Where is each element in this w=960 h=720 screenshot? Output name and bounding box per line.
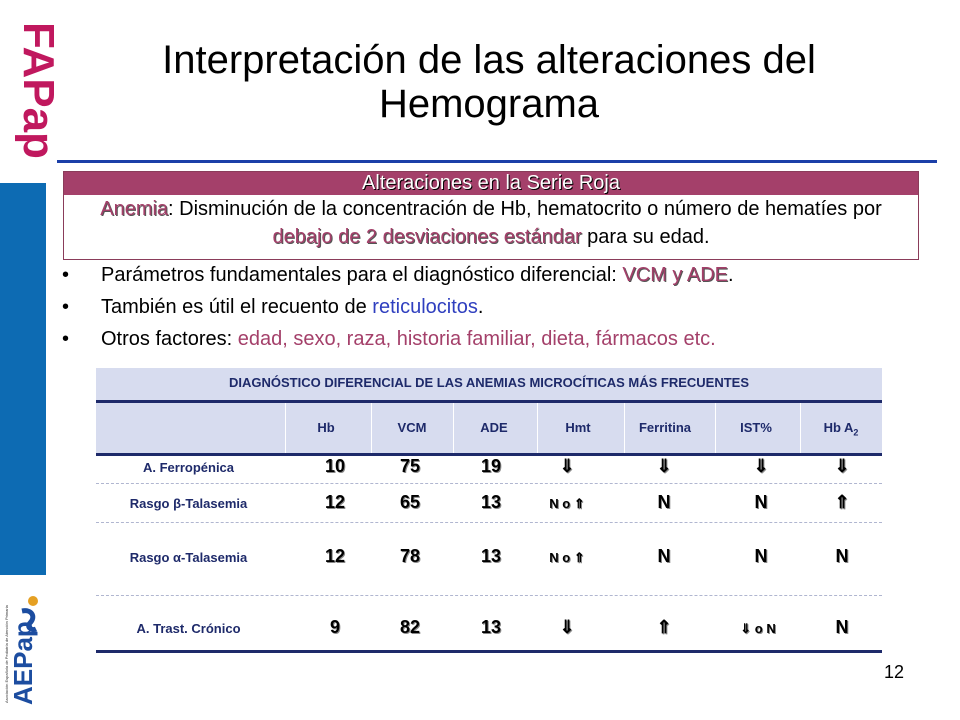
bullet-list xyxy=(62,259,942,355)
cell: N xyxy=(835,546,849,566)
slide-title xyxy=(58,38,920,126)
cell: N xyxy=(835,617,849,637)
table-caption: DIAGNÓSTICO DIFERENCIAL DE LAS ANEMIAS MICROCÍTICAS MÁS FRECUENTES xyxy=(96,368,882,400)
bullet-text: Otros factores: xyxy=(101,328,238,350)
row-label: Rasgo α-Talasemia xyxy=(129,550,248,565)
aepap-small-text: Asociación Española de Pediatría de Atención Primaria xyxy=(4,605,9,703)
cell: 12 xyxy=(324,546,346,566)
cell: N o ⇑ xyxy=(549,550,585,565)
aepap-logo-text: AEPap xyxy=(8,621,38,705)
cell: N o ⇑ xyxy=(549,496,585,511)
row-label: A. Ferropénica xyxy=(142,460,235,475)
col-header-hba2 xyxy=(800,403,881,453)
definition-header: Alteraciones en la Serie Roja xyxy=(64,172,918,195)
cell: ⇓ xyxy=(753,456,769,476)
cell: 19 xyxy=(480,456,502,476)
cell: 78 xyxy=(399,546,421,566)
bullet-accent: VCM y ADE xyxy=(622,264,728,286)
row-divider xyxy=(96,595,882,596)
cell: ⇓ o N xyxy=(740,621,776,636)
definition-text-1: : Disminución de la concentración de Hb, hematocrito o número de hematíes por xyxy=(168,198,882,220)
bullet-dot: • xyxy=(62,296,70,318)
cell: 13 xyxy=(480,546,502,566)
cell: N xyxy=(754,546,768,566)
definition-text xyxy=(64,195,918,251)
bullet-text: También es útil el recuento de xyxy=(101,296,373,318)
definition-highlight: debajo de 2 desviaciones estándar xyxy=(272,226,582,248)
bullet-item xyxy=(62,291,942,323)
col-header-hba2-subscript: 2 xyxy=(853,427,859,438)
diagnosis-table xyxy=(96,368,882,650)
title-line-1: Interpretación de las alteraciones del xyxy=(162,38,816,82)
col-header-hb: Hb xyxy=(285,403,366,453)
bullet-item xyxy=(62,323,942,355)
sidebar xyxy=(0,0,63,720)
col-header-ist: IST% xyxy=(715,403,796,453)
fapap-logo xyxy=(2,18,63,159)
page-number: 12 xyxy=(884,662,905,682)
cell: ⇓ xyxy=(559,617,575,637)
cell: ⇓ xyxy=(834,456,850,476)
bullet-tail: . xyxy=(727,264,734,286)
bullet-text: Parámetros fundamentales para el diagnóstico diferencial: xyxy=(101,264,623,286)
cell: 10 xyxy=(324,456,346,476)
row-label: A. Trast. Crónico xyxy=(136,621,241,636)
cell: 13 xyxy=(480,617,502,637)
cell: 12 xyxy=(324,492,346,512)
cell: ⇑ xyxy=(834,492,850,512)
definition-term: Anemia xyxy=(100,198,169,220)
cell: ⇑ xyxy=(656,617,672,637)
col-header-ade: ADE xyxy=(453,403,534,453)
bullet-item xyxy=(62,259,942,291)
sidebar-bar xyxy=(0,183,46,575)
cell: 65 xyxy=(399,492,421,512)
col-header-ferritina: Ferritina xyxy=(624,403,705,453)
cell: N xyxy=(754,492,768,512)
title-line-2: Hemograma xyxy=(378,82,600,126)
bullet-accent: edad, sexo, raza, historia familiar, dieta, fármacos etc. xyxy=(237,328,716,350)
cell: 82 xyxy=(399,617,421,637)
cell: N xyxy=(657,546,671,566)
bullet-tail: . xyxy=(477,296,484,318)
row-label: Rasgo β-Talasemia xyxy=(129,496,248,511)
title-rule xyxy=(57,160,937,163)
col-header-vcm: VCM xyxy=(371,403,452,453)
aepap-logo xyxy=(2,585,48,710)
cell: ⇓ xyxy=(656,456,672,476)
fapap-logo-text: FAPap xyxy=(14,22,63,159)
definition-text-2: para su edad. xyxy=(581,226,710,248)
definition-box xyxy=(63,171,919,260)
row-divider xyxy=(96,522,882,523)
bullet-accent: reticulocitos xyxy=(372,296,478,318)
bullet-dot: • xyxy=(62,264,70,286)
table-header-row xyxy=(96,400,882,456)
cell: ⇓ xyxy=(559,456,575,476)
row-divider xyxy=(96,483,882,484)
cell: 9 xyxy=(329,617,340,637)
cell: 75 xyxy=(399,456,421,476)
col-header-hba2-text: Hb A xyxy=(823,420,854,435)
col-header-hmt: Hmt xyxy=(537,403,618,453)
cell: N xyxy=(657,492,671,512)
bullet-dot: • xyxy=(62,328,70,350)
table-bottom-border xyxy=(96,650,882,653)
cell: 13 xyxy=(480,492,502,512)
